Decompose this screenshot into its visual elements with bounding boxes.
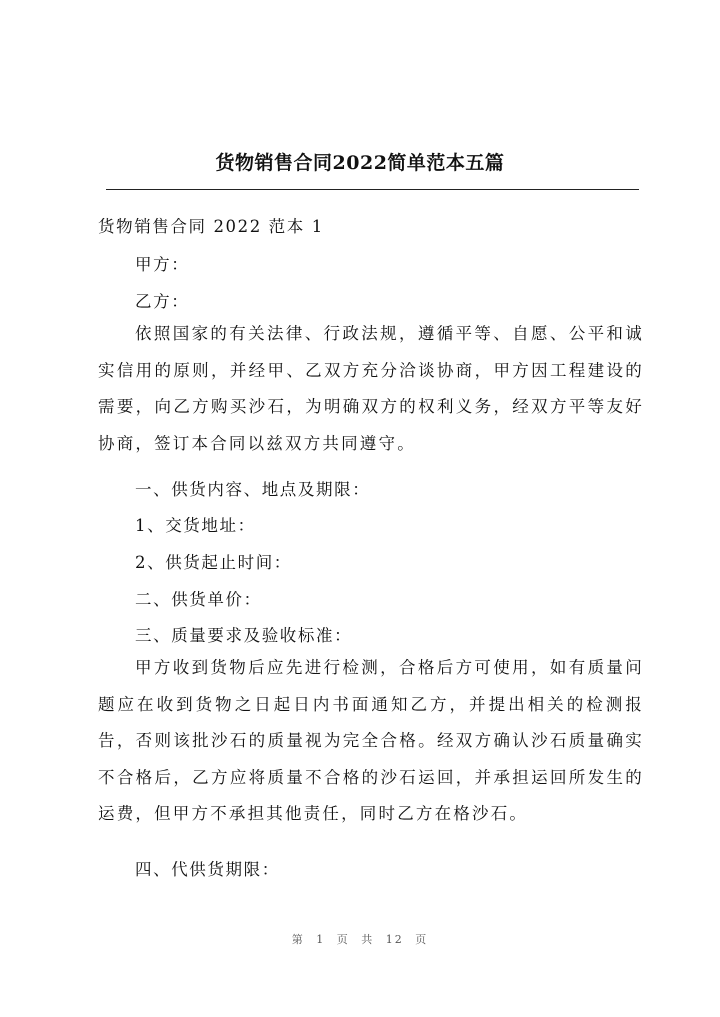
- clause-1-heading: 一、供货内容、地点及期限：: [135, 480, 371, 499]
- section-title: 货物销售合同 2022 范本 1: [98, 217, 324, 236]
- party-a-line: 甲方：: [135, 255, 190, 274]
- quality-paragraph: 甲方收到货物后应先进行检测，合格后方可使用，如有质量问题应在收到货物之日起日内书面通知乙方，并提出相关的检测报告，否则该批沙石的质量视为完全合格。经双方确认沙石质量确实不合格后，乙方应将质量不合格的沙石运回，并承担运回所发生的运费，但甲方不承担其他责任，同时乙方在格沙石。: [98, 658, 644, 823]
- clause-2-heading: 二、供货单价：: [135, 590, 262, 609]
- intro-paragraph: 依照国家的有关法律、行政法规，遵循平等、自愿、公平和诚实信用的原则，并经甲、乙双方充分洽谈协商，甲方因工程建设的需要，向乙方购买沙石，为明确双方的权利义务，经双方平等友好协商，签订本合同以兹双方共同遵守。: [98, 324, 644, 453]
- clause-4-heading: 四、代供货期限：: [135, 860, 280, 879]
- document-title: 货物销售合同2022简单范本五篇: [215, 152, 505, 174]
- clause-1-item-2: 2、供货起止时间：: [135, 553, 292, 572]
- page-number-footer: 第 1 页 共 12 页: [291, 933, 429, 946]
- title-divider: [106, 189, 639, 190]
- clause-1-item-1: 1、交货地址：: [135, 516, 256, 535]
- clause-3-heading: 三、质量要求及验收标准：: [135, 626, 353, 645]
- party-b-line: 乙方：: [135, 292, 190, 311]
